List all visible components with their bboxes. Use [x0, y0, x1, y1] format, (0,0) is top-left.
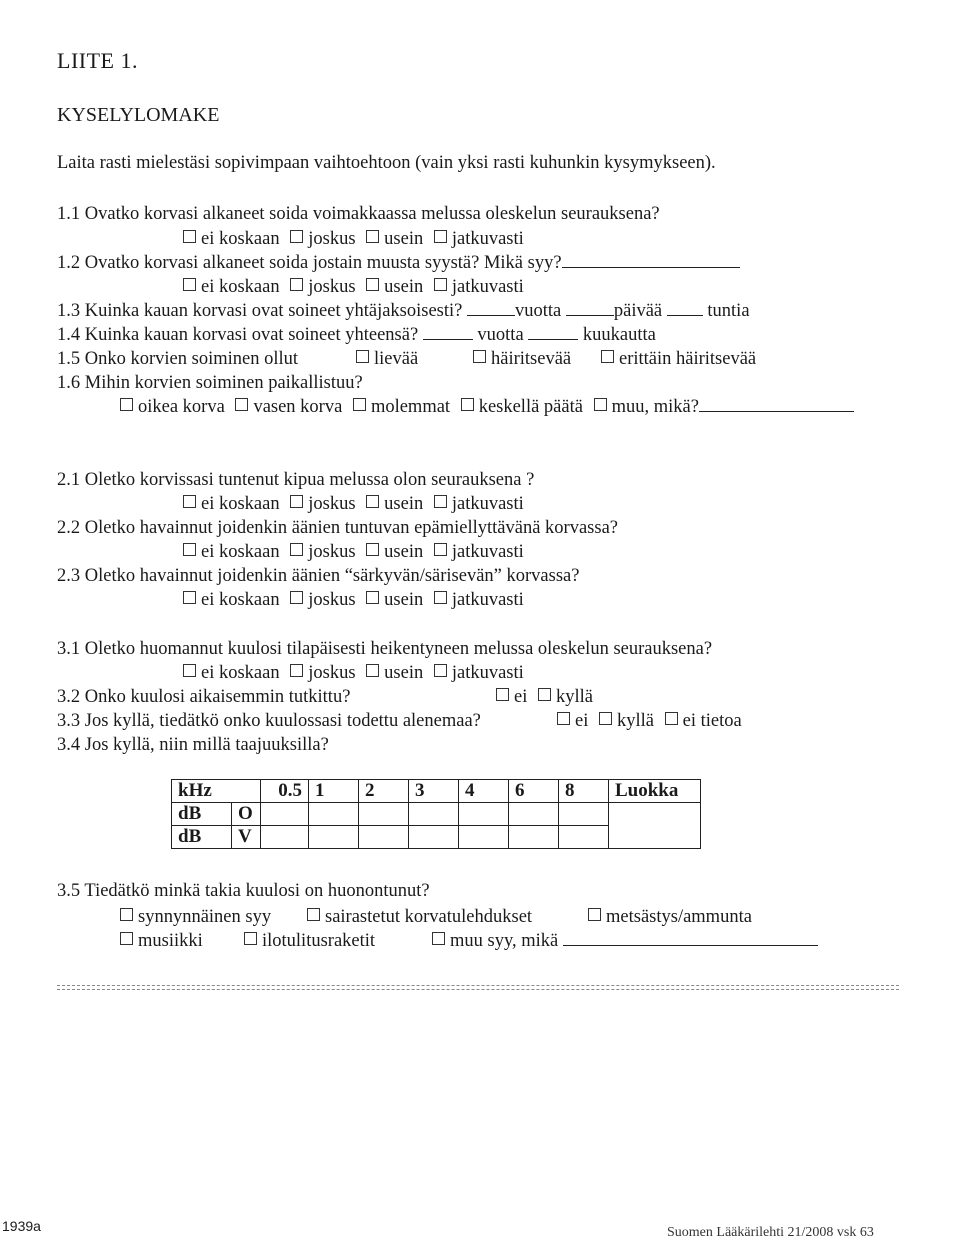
question-3-4: 3.4 Jos kyllä, niin millä taajuuksilla? [57, 735, 329, 755]
class-cell[interactable] [609, 803, 701, 849]
table-input-cell[interactable] [409, 826, 459, 849]
other-reason-blank[interactable] [563, 929, 818, 946]
checkbox[interactable] [366, 230, 379, 243]
table-input-cell[interactable] [261, 826, 309, 849]
table-cell: 3 [409, 780, 459, 803]
options-3-5-e: ilotulitusraketit [244, 929, 375, 953]
table-cell: Luokka [609, 780, 701, 803]
checkbox[interactable] [356, 350, 369, 363]
table-row [172, 803, 701, 826]
checkbox[interactable] [434, 230, 447, 243]
table-header-row [172, 780, 701, 803]
checkbox[interactable] [538, 688, 551, 701]
checkbox[interactable] [434, 278, 447, 291]
checkbox[interactable] [601, 350, 614, 363]
checkbox[interactable] [434, 543, 447, 556]
table-cell: 1 [309, 780, 359, 803]
options-3-2: ei kyllä [496, 685, 593, 709]
audiogram-table [171, 779, 701, 849]
days-blank[interactable] [566, 299, 614, 316]
checkbox[interactable] [594, 398, 607, 411]
table-cell: 4 [459, 780, 509, 803]
checkbox[interactable] [434, 664, 447, 677]
question-1-2: 1.2 Ovatko korvasi alkaneet soida jostain muusta syystä? Mikä syy? [57, 251, 740, 275]
checkbox[interactable] [557, 712, 570, 725]
table-input-cell[interactable] [261, 803, 309, 826]
checkbox[interactable] [588, 908, 601, 921]
checkbox[interactable] [307, 908, 320, 921]
checkbox[interactable] [366, 591, 379, 604]
table-input-cell[interactable] [309, 803, 359, 826]
reason-blank[interactable] [562, 251, 740, 268]
double-divider-bottom [57, 989, 899, 990]
hours-blank[interactable] [667, 299, 703, 316]
question-3-5: 3.5 Tiedätkö minkä takia kuulosi on huonontunut? [57, 881, 430, 901]
checkbox[interactable] [599, 712, 612, 725]
page-code: 1939a [2, 1218, 41, 1234]
other-blank[interactable] [699, 395, 854, 412]
checkbox[interactable] [366, 543, 379, 556]
instructions: Laita rasti mielestäsi sopivimpaan vaihtoehtoon (vain yksi rasti kuhunkin kysymykseen). [57, 153, 716, 173]
checkbox[interactable] [473, 350, 486, 363]
options-1-2: ei koskaan joskus usein jatkuvasti [183, 275, 530, 299]
checkbox[interactable] [290, 278, 303, 291]
question-3-3: 3.3 Jos kyllä, tiedätkö onko kuulossasi todettu alenemaa? [57, 711, 481, 731]
table-cell: kHz [172, 780, 261, 803]
options-3-5-d: musiikki [120, 929, 203, 953]
question-1-3: 1.3 Kuinka kauan korvasi ovat soineet yhtäjaksoisesti? vuotta päivää tuntia [57, 301, 750, 321]
options-3-5-b: sairastetut korvatulehdukset [307, 905, 532, 929]
checkbox[interactable] [290, 543, 303, 556]
table-input-cell[interactable] [459, 826, 509, 849]
table-input-cell[interactable] [509, 826, 559, 849]
checkbox[interactable] [244, 932, 257, 945]
options-1-1: ei koskaan joskus usein jatkuvasti [183, 227, 530, 251]
options-3-5-a: synnynnäinen syy [120, 905, 271, 929]
table-input-cell[interactable] [409, 803, 459, 826]
checkbox[interactable] [434, 495, 447, 508]
checkbox[interactable] [434, 591, 447, 604]
table-input-cell[interactable] [509, 803, 559, 826]
question-1-1: 1.1 Ovatko korvasi alkaneet soida voimakkaassa melussa oleskelun seurauksena? [57, 204, 660, 224]
question-2-2: 2.2 Oletko havainnut joidenkin äänien tuntuvan epämiellyttävänä korvassa? [57, 518, 618, 538]
table-cell: dB [172, 803, 232, 826]
checkbox[interactable] [183, 664, 196, 677]
table-cell: 8 [559, 780, 609, 803]
question-2-3: 2.3 Oletko havainnut joidenkin äänien “särkyvän/särisevän” korvassa? [57, 566, 580, 586]
checkbox[interactable] [183, 543, 196, 556]
checkbox[interactable] [290, 230, 303, 243]
table-input-cell[interactable] [559, 803, 609, 826]
checkbox[interactable] [496, 688, 509, 701]
options-3-5-f: muu syy, mikä [432, 929, 818, 953]
options-3-5-c: metsästys/ammunta [588, 905, 752, 929]
years-blank[interactable] [467, 299, 515, 316]
table-cell: 6 [509, 780, 559, 803]
checkbox[interactable] [120, 932, 133, 945]
options-2-1: ei koskaan joskus usein jatkuvasti [183, 492, 530, 516]
table-cell: dB [172, 826, 232, 849]
years-blank[interactable] [423, 323, 473, 340]
table-input-cell[interactable] [359, 803, 409, 826]
table-input-cell[interactable] [559, 826, 609, 849]
options-3-3: ei kyllä ei tietoa [557, 709, 742, 733]
table-cell: 2 [359, 780, 409, 803]
checkbox[interactable] [665, 712, 678, 725]
question-1-4: 1.4 Kuinka kauan korvasi ovat soineet yhteensä? vuotta kuukautta [57, 325, 656, 345]
checkbox[interactable] [183, 230, 196, 243]
checkbox[interactable] [290, 664, 303, 677]
table-input-cell[interactable] [309, 826, 359, 849]
question-1-6: 1.6 Mihin korvien soiminen paikallistuu? [57, 373, 363, 393]
checkbox[interactable] [366, 664, 379, 677]
checkbox[interactable] [120, 908, 133, 921]
checkbox[interactable] [235, 398, 248, 411]
question-1-5: 1.5 Onko korvien soiminen ollut [57, 349, 298, 369]
question-3-1: 3.1 Oletko huomannut kuulosi tilapäisesti heikentyneen melussa oleskelun seurauksena? [57, 639, 713, 659]
checkbox[interactable] [290, 591, 303, 604]
options-1-6: oikea korva vasen korva molemmat keskellä päätä muu, mikä? [120, 395, 854, 419]
page-title: LIITE 1. [57, 48, 138, 73]
options-1-5b: häiritsevää [473, 347, 571, 371]
checkbox[interactable] [290, 495, 303, 508]
options-2-2: ei koskaan joskus usein jatkuvasti [183, 540, 530, 564]
table-cell: O [232, 803, 261, 826]
question-3-2: 3.2 Onko kuulosi aikaisemmin tutkittu? [57, 687, 351, 707]
checkbox[interactable] [366, 278, 379, 291]
checkbox[interactable] [461, 398, 474, 411]
checkbox[interactable] [183, 495, 196, 508]
checkbox[interactable] [432, 932, 445, 945]
months-blank[interactable] [528, 323, 578, 340]
form-title: KYSELYLOMAKE [57, 104, 220, 126]
table-input-cell[interactable] [359, 826, 409, 849]
table-cell: 0.5 [261, 780, 309, 803]
options-2-3: ei koskaan joskus usein jatkuvasti [183, 588, 530, 612]
checkbox[interactable] [183, 591, 196, 604]
options-1-5: lievää [356, 347, 418, 371]
question-2-1: 2.1 Oletko korvissasi tuntenut kipua melussa olon seurauksena ? [57, 470, 535, 490]
options-3-1: ei koskaan joskus usein jatkuvasti [183, 661, 530, 685]
journal-footer: Suomen Lääkärilehti 21/2008 vsk 63 [667, 1225, 874, 1240]
checkbox[interactable] [366, 495, 379, 508]
checkbox[interactable] [183, 278, 196, 291]
options-1-5c: erittäin häiritsevää [601, 347, 756, 371]
checkbox[interactable] [120, 398, 133, 411]
double-divider-top [57, 985, 899, 986]
table-input-cell[interactable] [459, 803, 509, 826]
checkbox[interactable] [353, 398, 366, 411]
table-cell: V [232, 826, 261, 849]
